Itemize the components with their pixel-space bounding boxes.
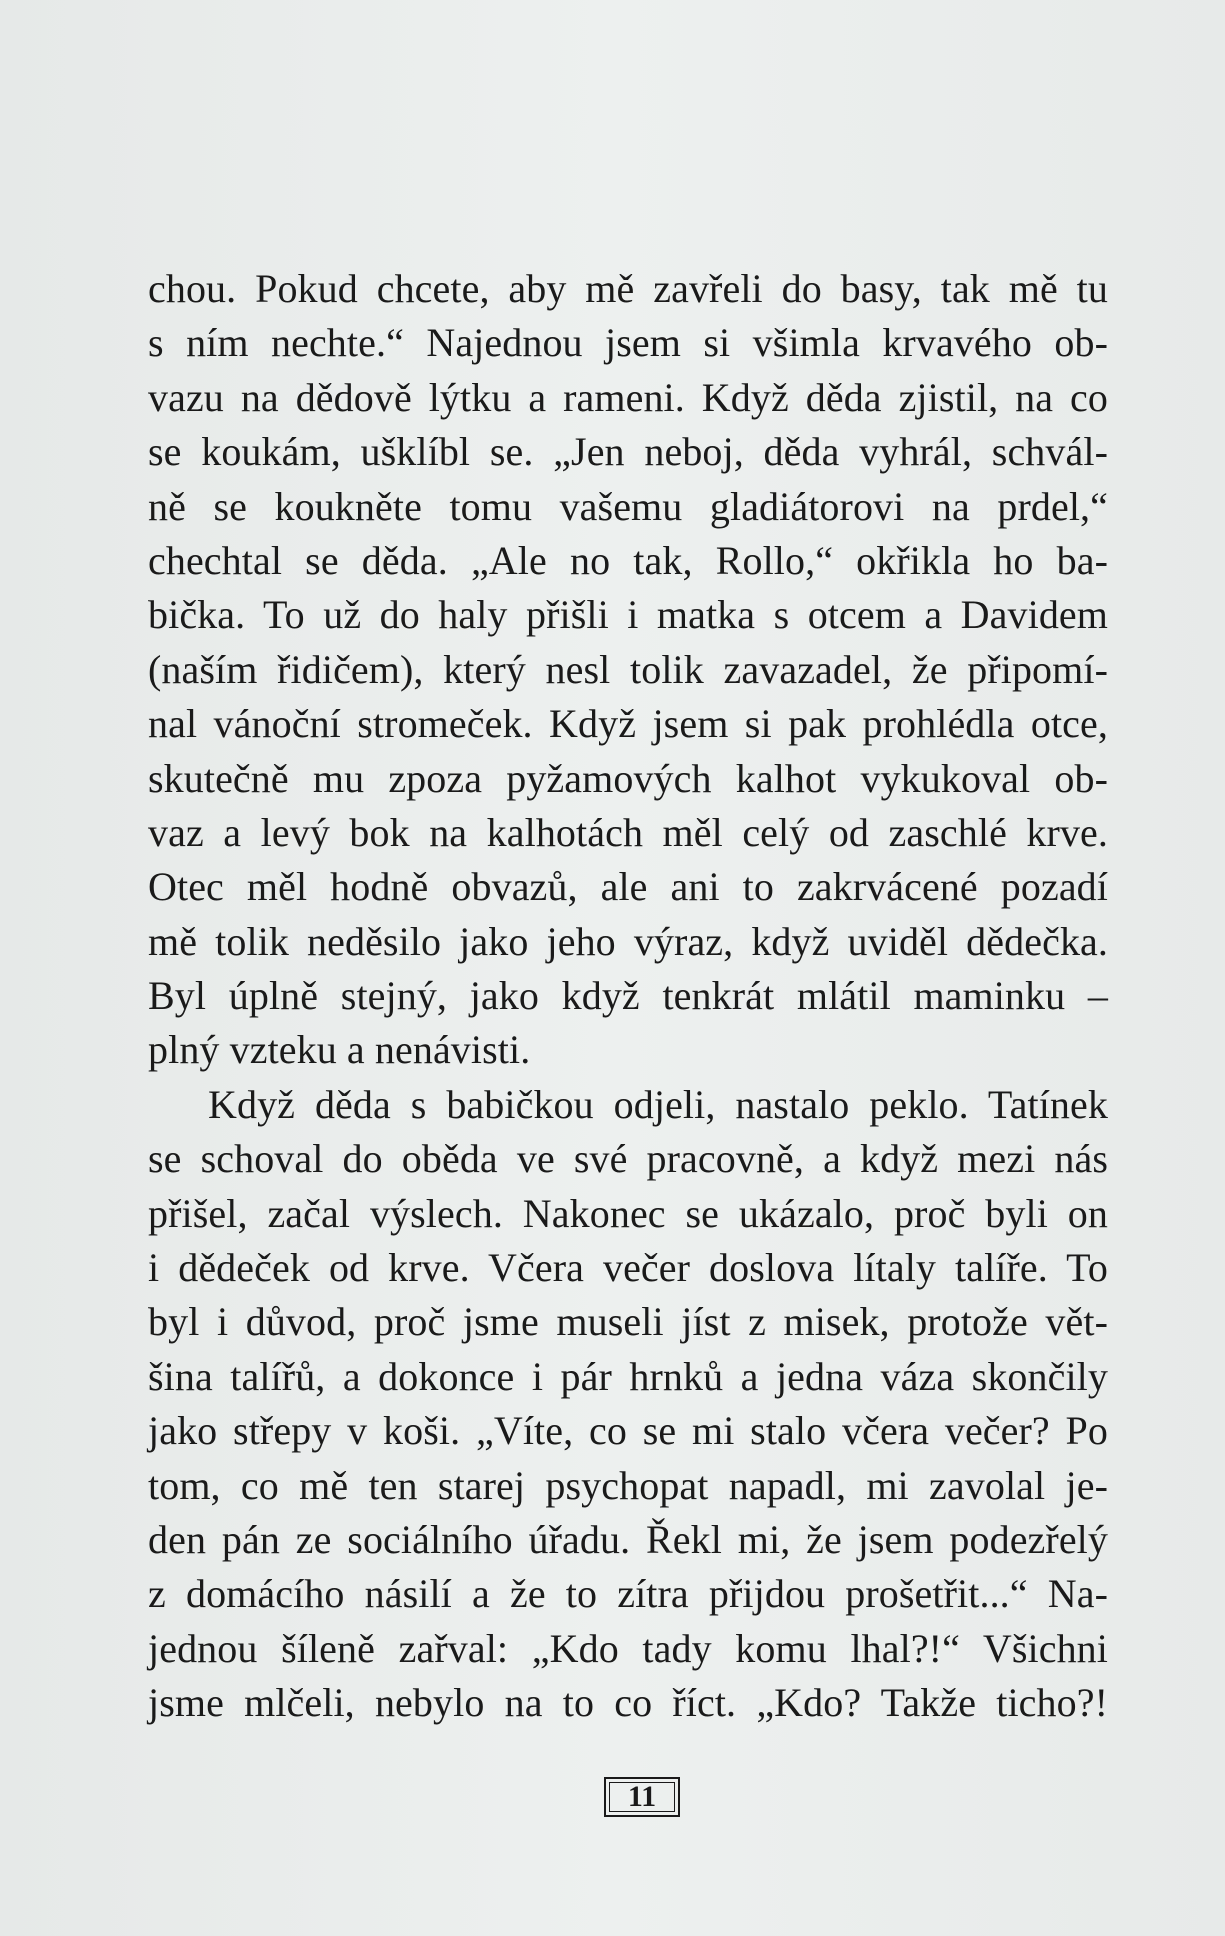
text-line: jednou šíleně zařval: „Kdo tady komu lhal?!“ Všichni: [148, 1625, 1108, 1671]
page-number-label: 11: [627, 1780, 657, 1813]
text-line: byl i důvod, proč jsme museli jíst z misek, protože vět-: [148, 1299, 1108, 1345]
text-line: vaz a levý bok na kalhotách měl celý od zaschlé krve.: [148, 809, 1108, 855]
text-line: se koukám, ušklíbl se. „Jen neboj, děda vyhrál, schvál-: [148, 429, 1108, 475]
text-line: Otec měl hodně obvazů, ale ani to zakrvácené pozadí: [148, 864, 1108, 910]
text-line: i dědeček od krve. Včera večer doslova lítaly talíře. To: [148, 1245, 1108, 1291]
text-line: chou. Pokud chcete, aby mě zavřeli do basy, tak mě tu: [148, 266, 1108, 311]
text-line: Byl úplně stejný, jako když tenkrát mlátil maminku –: [148, 973, 1108, 1019]
text-line: plný vzteku a nenávisti.: [148, 1027, 531, 1073]
text-line: přišel, začal výslech. Nakonec se ukázalo, proč byli on: [148, 1190, 1108, 1236]
text-line: šina talířů, a dokonce i pár hrnků a jedna váza skončily: [148, 1353, 1108, 1399]
text-line: ně se koukněte tomu vašemu gladiátorovi na prdel,“: [148, 483, 1108, 529]
text-line: jako střepy v koši. „Víte, co se mi stalo včera večer? Po: [148, 1408, 1108, 1454]
text-line: mě tolik neděsilo jako jeho výraz, když uviděl dědečka.: [148, 918, 1108, 964]
text-line: jsme mlčeli, nebylo na to co říct. „Kdo? Takže ticho?!: [148, 1680, 1108, 1726]
text-line: vazu na dědově lýtku a rameni. Když děda zjistil, na co: [148, 374, 1108, 420]
text-line: z domácího násilí a že to zítra přijdou prošetřit...“ Na-: [148, 1571, 1108, 1617]
text-line: nal vánoční stromeček. Když jsem si pak prohlédla otce,: [148, 701, 1108, 747]
body-text: [148, 262, 1108, 1731]
text-line: skutečně mu zpoza pyžamových kalhot vykukoval ob-: [148, 755, 1108, 801]
text-line: (naším řidičem), který nesl tolik zavazadel, že připomí-: [148, 646, 1108, 692]
page-number: [604, 1777, 680, 1817]
text-line: den pán ze sociálního úřadu. Řekl mi, že jsem podezřelý: [148, 1516, 1108, 1562]
text-line: Když děda s babičkou odjeli, nastalo peklo. Tatínek: [208, 1081, 1108, 1127]
text-line: se schoval do oběda ve své pracovně, a když mezi nás: [148, 1136, 1108, 1182]
text-line: bička. To už do haly přišli i matka s otcem a Davidem: [148, 592, 1108, 638]
text-line: s ním nechte.“ Najednou jsem si všimla krvavého ob-: [148, 320, 1108, 366]
text-line: tom, co mě ten starej psychopat napadl, mi zavolal je-: [148, 1462, 1108, 1508]
text-line: chechtal se děda. „Ale no tak, Rollo,“ okřikla ho ba-: [148, 537, 1108, 583]
